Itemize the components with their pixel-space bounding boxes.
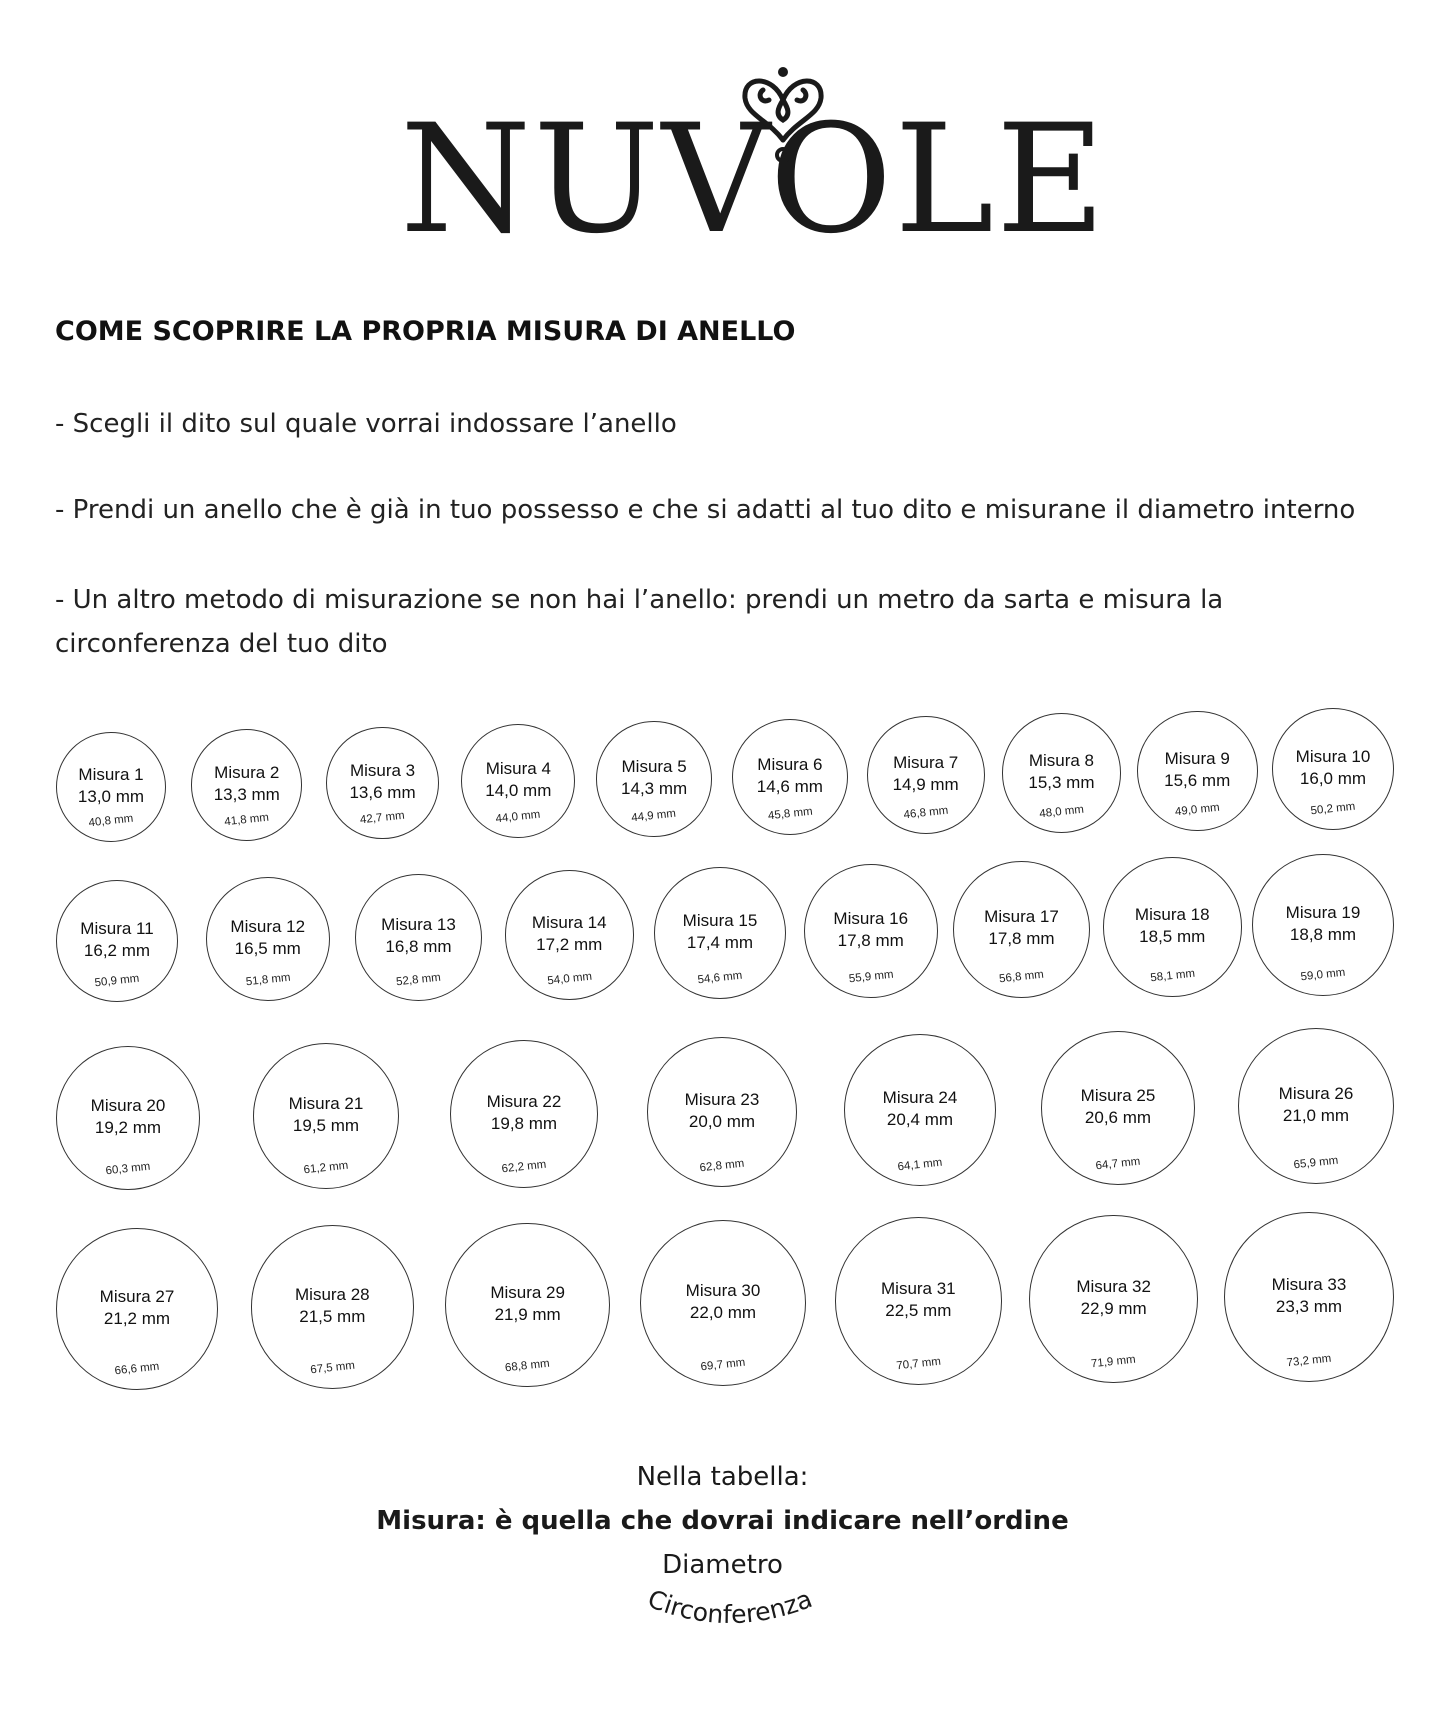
ring-diameter: 14,9 mm bbox=[892, 775, 959, 794]
ring-diameter: 19,2 mm bbox=[94, 1118, 162, 1137]
legend-circumference bbox=[620, 1578, 840, 1648]
instruction-2: - Prendi un anello che è già in tuo possesso e che si adatti al tuo dito e misurane il diametro interno bbox=[55, 495, 1356, 525]
ring-diameter: 21,9 mm bbox=[494, 1304, 561, 1324]
ring-size-33 bbox=[1224, 1212, 1394, 1382]
ring-size-label: Misura 23 bbox=[684, 1090, 760, 1109]
ring-size-label: Misura 33 bbox=[1271, 1275, 1347, 1294]
ring-circumference: 73,2 mm bbox=[1286, 1352, 1332, 1370]
ring-circumference: 54,0 mm bbox=[546, 970, 593, 988]
ring-circumference: 48,0 mm bbox=[1038, 803, 1085, 820]
ring-circumference: 59,0 mm bbox=[1300, 966, 1346, 984]
brand-name: NUVOLE bbox=[400, 93, 1108, 267]
ring-size-25 bbox=[1041, 1031, 1195, 1185]
ring-size-label: Misura 19 bbox=[1285, 903, 1361, 922]
ring-size-24 bbox=[844, 1034, 996, 1186]
svg-text:Circonferenza: Circonferenza bbox=[643, 1584, 817, 1630]
ring-size-12 bbox=[206, 877, 331, 1002]
ring-size-20 bbox=[56, 1046, 200, 1190]
ring-size-18 bbox=[1103, 857, 1243, 997]
ring-circumference: 54,6 mm bbox=[697, 969, 743, 987]
ring-circumference: 71,9 mm bbox=[1090, 1354, 1137, 1371]
ring-diameter: 17,2 mm bbox=[536, 935, 603, 954]
ring-size-label: Misura 20 bbox=[90, 1096, 166, 1115]
ring-circumference: 60,3 mm bbox=[105, 1160, 151, 1178]
ring-size-28 bbox=[251, 1225, 414, 1388]
ring-size-16 bbox=[804, 864, 939, 999]
ring-diameter: 20,6 mm bbox=[1084, 1108, 1152, 1127]
ring-diameter: 14,6 mm bbox=[756, 776, 823, 796]
ring-size-9 bbox=[1137, 711, 1258, 832]
ring-diameter: 16,8 mm bbox=[385, 937, 452, 956]
ring-size-label: Misura 22 bbox=[486, 1092, 562, 1111]
ring-circumference: 68,8 mm bbox=[504, 1358, 551, 1375]
ring-diameter: 22,0 mm bbox=[689, 1303, 757, 1322]
ring-diameter: 16,5 mm bbox=[234, 939, 301, 958]
legend-size-note: Misura: è quella che dovrai indicare nell’ordine bbox=[376, 1506, 1069, 1536]
ring-circumference: 61,2 mm bbox=[303, 1159, 349, 1177]
ring-size-7 bbox=[867, 716, 985, 834]
ring-circumference: 51,8 mm bbox=[244, 971, 291, 989]
ring-diameter: 16,2 mm bbox=[83, 941, 151, 960]
ring-diameter: 21,2 mm bbox=[103, 1309, 171, 1328]
ring-size-14 bbox=[505, 870, 635, 1000]
ring-circumference: 44,9 mm bbox=[631, 807, 677, 824]
ring-circumference: 42,7 mm bbox=[359, 810, 406, 827]
ring-circumference: 58,1 mm bbox=[1149, 967, 1196, 985]
ring-circumference: 41,8 mm bbox=[223, 811, 270, 828]
ring-size-label: Misura 11 bbox=[80, 919, 154, 938]
ring-size-13 bbox=[355, 874, 482, 1001]
ring-circumference: 46,8 mm bbox=[902, 804, 949, 822]
ring-size-label: Misura 24 bbox=[882, 1088, 958, 1107]
ring-size-label: Misura 17 bbox=[984, 907, 1059, 926]
ring-diameter: 16,0 mm bbox=[1299, 769, 1367, 788]
ring-size-label: Misura 15 bbox=[682, 911, 758, 930]
ring-size-label: Misura 21 bbox=[288, 1094, 364, 1113]
page-title: COME SCOPRIRE LA PROPRIA MISURA DI ANELLO bbox=[55, 316, 796, 347]
ring-circumference: 69,7 mm bbox=[700, 1356, 746, 1374]
ring-circumference: 70,7 mm bbox=[895, 1355, 942, 1372]
ring-diameter: 17,4 mm bbox=[686, 933, 754, 952]
ring-diameter: 13,6 mm bbox=[349, 782, 416, 802]
ring-size-21 bbox=[253, 1043, 399, 1189]
ring-size-label: Misura 14 bbox=[531, 913, 607, 932]
instruction-1: - Scegli il dito sul quale vorrai indossare l’anello bbox=[55, 409, 677, 439]
ring-diameter: 15,6 mm bbox=[1164, 770, 1231, 790]
ring-circumference: 44,0 mm bbox=[495, 808, 542, 826]
ring-diameter: 17,8 mm bbox=[988, 929, 1055, 948]
ring-size-label: Misura 1 bbox=[78, 765, 144, 784]
ring-circumference: 62,8 mm bbox=[699, 1157, 745, 1175]
ring-size-label: Misura 7 bbox=[893, 753, 959, 772]
ring-size-8 bbox=[1002, 713, 1121, 832]
ring-circumference: 50,2 mm bbox=[1310, 800, 1356, 818]
ring-circumference: 66,6 mm bbox=[114, 1360, 160, 1378]
ring-size-label: Misura 3 bbox=[349, 760, 416, 780]
ring-circumference: 45,8 mm bbox=[766, 806, 813, 823]
ring-size-29 bbox=[445, 1223, 610, 1388]
ring-size-10 bbox=[1272, 708, 1394, 830]
ring-circumference: 55,9 mm bbox=[847, 968, 894, 986]
ring-size-11 bbox=[56, 880, 178, 1002]
ring-diameter: 23,3 mm bbox=[1275, 1297, 1343, 1316]
legend-diameter: Diametro bbox=[662, 1550, 783, 1580]
ring-size-label: Misura 13 bbox=[381, 915, 456, 934]
ring-size-32 bbox=[1029, 1215, 1198, 1384]
ring-size-17 bbox=[953, 861, 1090, 998]
ring-size-label: Misura 26 bbox=[1278, 1084, 1354, 1103]
ring-circumference: 62,2 mm bbox=[501, 1158, 547, 1176]
ring-size-label: Misura 29 bbox=[490, 1282, 565, 1302]
ring-size-label: Misura 18 bbox=[1134, 905, 1210, 924]
ring-size-label: Misura 32 bbox=[1076, 1276, 1151, 1296]
ring-diameter: 14,3 mm bbox=[621, 778, 688, 798]
ring-size-1 bbox=[56, 732, 166, 842]
ring-size-19 bbox=[1252, 854, 1394, 996]
ring-size-4 bbox=[461, 724, 575, 838]
ring-circumference: 49,0 mm bbox=[1174, 802, 1221, 819]
ring-circumference: 65,9 mm bbox=[1293, 1154, 1339, 1172]
ring-size-label: Misura 16 bbox=[833, 909, 909, 928]
ring-circumference: 40,8 mm bbox=[88, 812, 134, 830]
ring-diameter: 13,0 mm bbox=[77, 787, 145, 806]
instruction-3: - Un altro metodo di misurazione se non hai l’anello: prendi un metro da sarta e misura la circonferenza del tuo dito bbox=[55, 585, 1224, 659]
ring-size-label: Misura 2 bbox=[214, 762, 280, 782]
ring-diameter: 20,4 mm bbox=[886, 1110, 954, 1129]
ring-size-label: Misura 28 bbox=[295, 1284, 370, 1304]
ring-size-label: Misura 5 bbox=[621, 756, 687, 776]
ring-size-label: Misura 27 bbox=[99, 1287, 175, 1306]
ring-size-label: Misura 31 bbox=[881, 1278, 956, 1298]
ring-size-30 bbox=[640, 1220, 806, 1386]
ring-size-5 bbox=[596, 721, 711, 836]
ring-size-23 bbox=[647, 1037, 797, 1187]
ring-circumference: 50,9 mm bbox=[94, 972, 140, 990]
ring-diameter: 19,5 mm bbox=[292, 1116, 360, 1135]
ring-diameter: 18,8 mm bbox=[1289, 925, 1357, 944]
ring-size-3 bbox=[326, 727, 439, 840]
ring-size-31 bbox=[835, 1217, 1002, 1384]
ring-size-label: Misura 10 bbox=[1295, 747, 1371, 766]
ring-diameter: 22,9 mm bbox=[1080, 1298, 1147, 1318]
legend-intro: Nella tabella: bbox=[636, 1462, 809, 1492]
ring-circumference: 67,5 mm bbox=[309, 1359, 356, 1376]
ring-size-label: Misura 30 bbox=[685, 1281, 761, 1300]
ring-size-26 bbox=[1238, 1028, 1394, 1184]
ring-diameter: 18,5 mm bbox=[1139, 927, 1206, 946]
ring-size-22 bbox=[450, 1040, 598, 1188]
ring-circumference: 64,1 mm bbox=[897, 1156, 943, 1174]
ring-size-label: Misura 8 bbox=[1028, 750, 1095, 770]
ring-size-label: Misura 12 bbox=[230, 917, 306, 936]
ring-diameter: 19,8 mm bbox=[490, 1114, 558, 1133]
ring-diameter: 20,0 mm bbox=[688, 1112, 756, 1131]
ring-diameter: 13,3 mm bbox=[213, 784, 280, 804]
ring-circumference: 56,8 mm bbox=[998, 968, 1045, 985]
ring-circumference: 64,7 mm bbox=[1095, 1155, 1141, 1173]
ring-diameter: 17,8 mm bbox=[837, 931, 904, 950]
ring-size-27 bbox=[56, 1228, 218, 1390]
ring-diameter: 22,5 mm bbox=[885, 1300, 952, 1320]
ring-size-6 bbox=[732, 719, 849, 836]
ring-circumference: 52,8 mm bbox=[395, 971, 442, 988]
ring-size-15 bbox=[654, 867, 786, 999]
ring-diameter: 15,3 mm bbox=[1028, 772, 1095, 792]
ring-size-label: Misura 6 bbox=[757, 754, 823, 774]
ring-diameter: 21,5 mm bbox=[299, 1306, 366, 1326]
ring-diameter: 14,0 mm bbox=[485, 781, 552, 800]
ring-size-label: Misura 25 bbox=[1080, 1086, 1156, 1105]
ring-size-label: Misura 9 bbox=[1164, 748, 1230, 768]
ring-diameter: 21,0 mm bbox=[1282, 1106, 1350, 1125]
ring-size-2 bbox=[191, 729, 302, 840]
ring-size-label: Misura 4 bbox=[485, 759, 551, 778]
